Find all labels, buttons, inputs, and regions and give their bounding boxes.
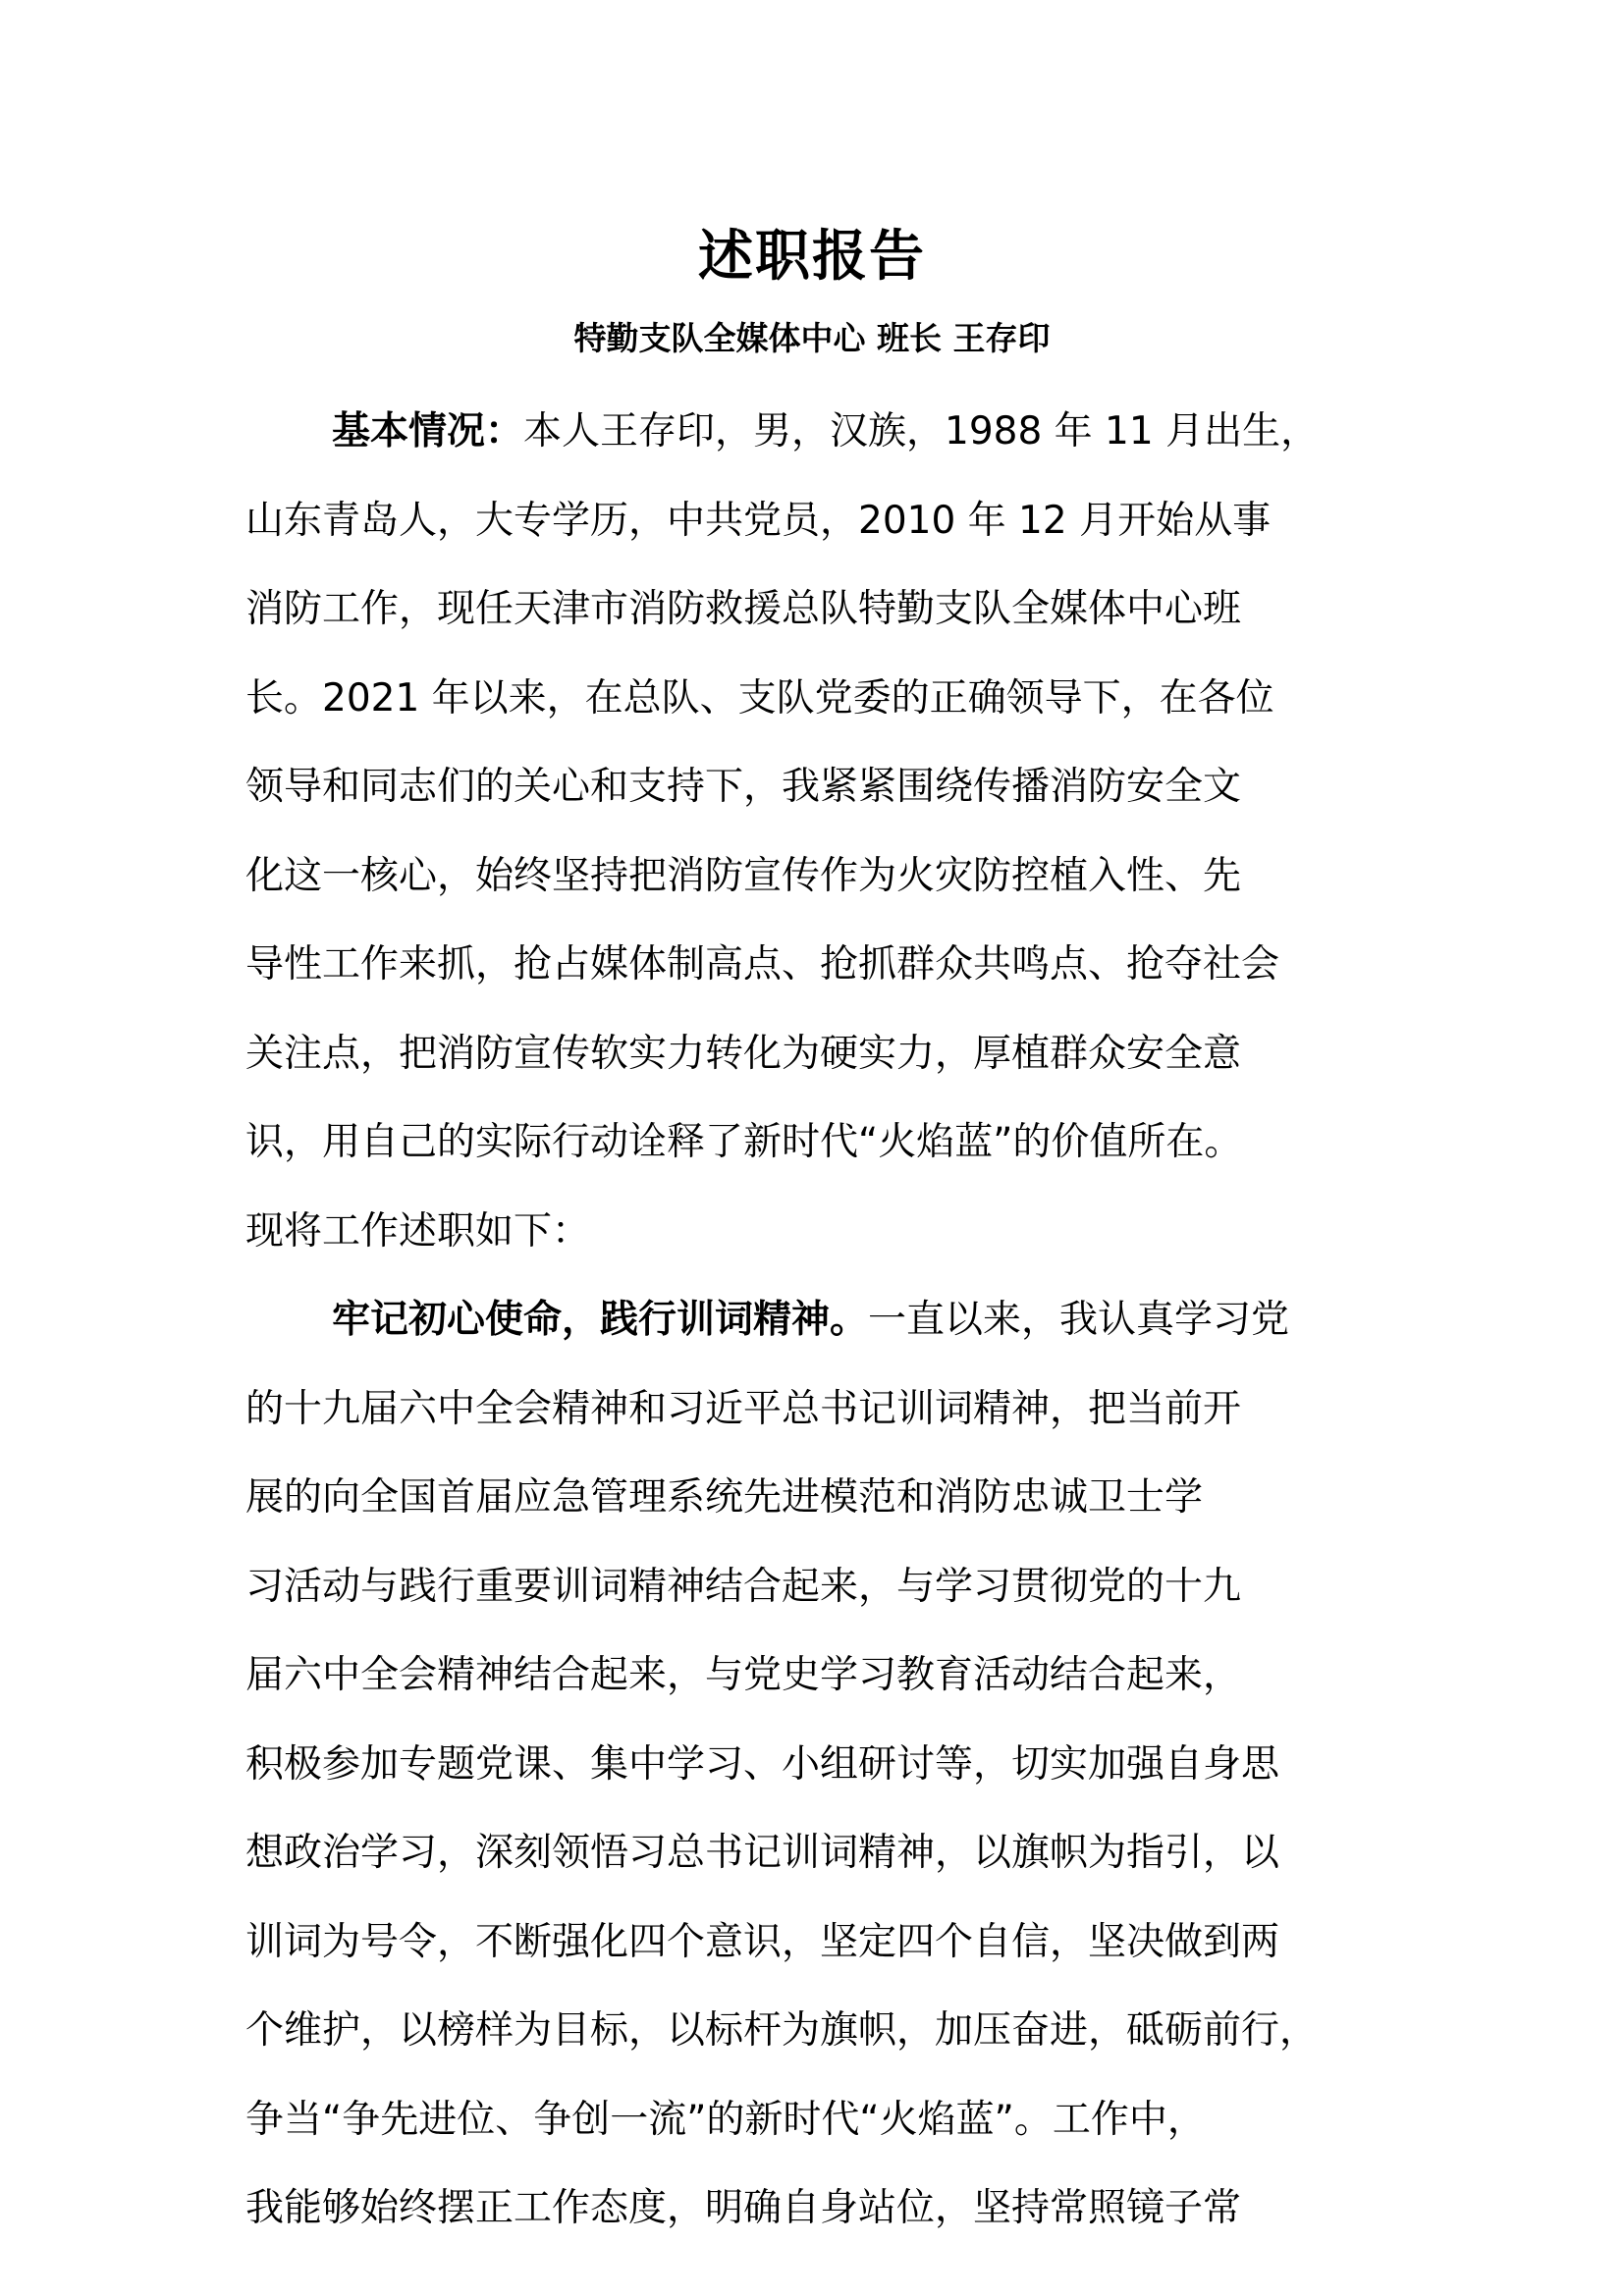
paragraph-1-line-9: 识，用自己的实际行动诠释了新时代“火焰蓝”的价值所在。 (245, 1120, 1243, 1164)
paragraph-1-line-2: 山东青岛人，大专学历，中共党员，2010 年 12 月开始从事 (245, 498, 1272, 543)
paragraph-1-line-1-text: 本人王存印，男，汉族，1988 年 11 月出生， (523, 409, 1320, 454)
paragraph-2-line-3: 展的向全国首届应急管理系统先进模范和消防忠诚卫士学 (245, 1475, 1204, 1520)
page-subtitle: 特勤支队全媒体中心 班长 王存印 (573, 319, 1051, 357)
page-title: 述职报告 (698, 225, 926, 289)
paragraph-1-line-8: 关注点，把消防宣传软实力转化为硬实力，厚植群众安全意 (245, 1031, 1242, 1076)
paragraph-1-lead: 基本情况： (332, 409, 524, 454)
paragraph-2-line-10: 争当“争先进位、争创一流”的新时代“火焰蓝”。工作中， (245, 2097, 1206, 2142)
paragraph-1-line-4: 长。2021 年以来，在总队、支队党委的正确领导下，在各位 (245, 675, 1274, 721)
paragraph-1-line-5: 领导和同志们的关心和支持下，我紧紧围绕传播消防安全文 (245, 765, 1242, 809)
paragraph-2-line-2: 的十九届六中全会精神和习近平总书记训词精神，把当前开 (245, 1386, 1242, 1431)
paragraph-2-line-5: 届六中全会精神结合起来，与党史学习教育活动结合起来， (245, 1653, 1242, 1697)
paragraph-2-line-8: 训词为号令，不断强化四个意识，坚定四个自信，坚决做到两 (245, 1919, 1280, 1964)
paragraph-2-line-11: 我能够始终摆正工作态度，明确自身站位，坚持常照镜子常 (245, 2186, 1242, 2230)
paragraph-2-lead: 牢记初心使命，践行训词精神。 (332, 1298, 869, 1342)
paragraph-2-line-1 (245, 1276, 1384, 1365)
paragraph-2-line-6: 积极参加专题党课、集中学习、小组研讨等，切实加强自身思 (245, 1741, 1280, 1787)
paragraph-1-line-6: 化这一核心，始终坚持把消防宣传作为火灾防控植入性、先 (245, 853, 1242, 898)
paragraph-1-line-3: 消防工作，现任天津市消防救援总队特勤支队全媒体中心班 (245, 587, 1242, 631)
paragraph-2-line-1-text: 一直以来，我认真学习党 (868, 1298, 1290, 1342)
paragraph-2-line-7: 想政治学习，深刻领悟习总书记训词精神，以旗帜为指引，以 (245, 1831, 1280, 1875)
paragraph-1-line-1 (245, 388, 1384, 477)
document-body (245, 388, 1384, 2254)
paragraph-1-line-10: 现将工作述职如下： (245, 1208, 591, 1254)
paragraph-1-line-7: 导性工作来抓，抢占媒体制高点、抢抓群众共鸣点、抢夺社会 (245, 942, 1280, 987)
paragraph-2-line-4: 习活动与践行重要训词精神结合起来，与学习贯彻党的十九 (245, 1564, 1242, 1609)
paragraph-2-line-9: 个维护，以榜样为目标，以标杆为旗帜，加压奋进，砥砺前行， (245, 2008, 1319, 2053)
